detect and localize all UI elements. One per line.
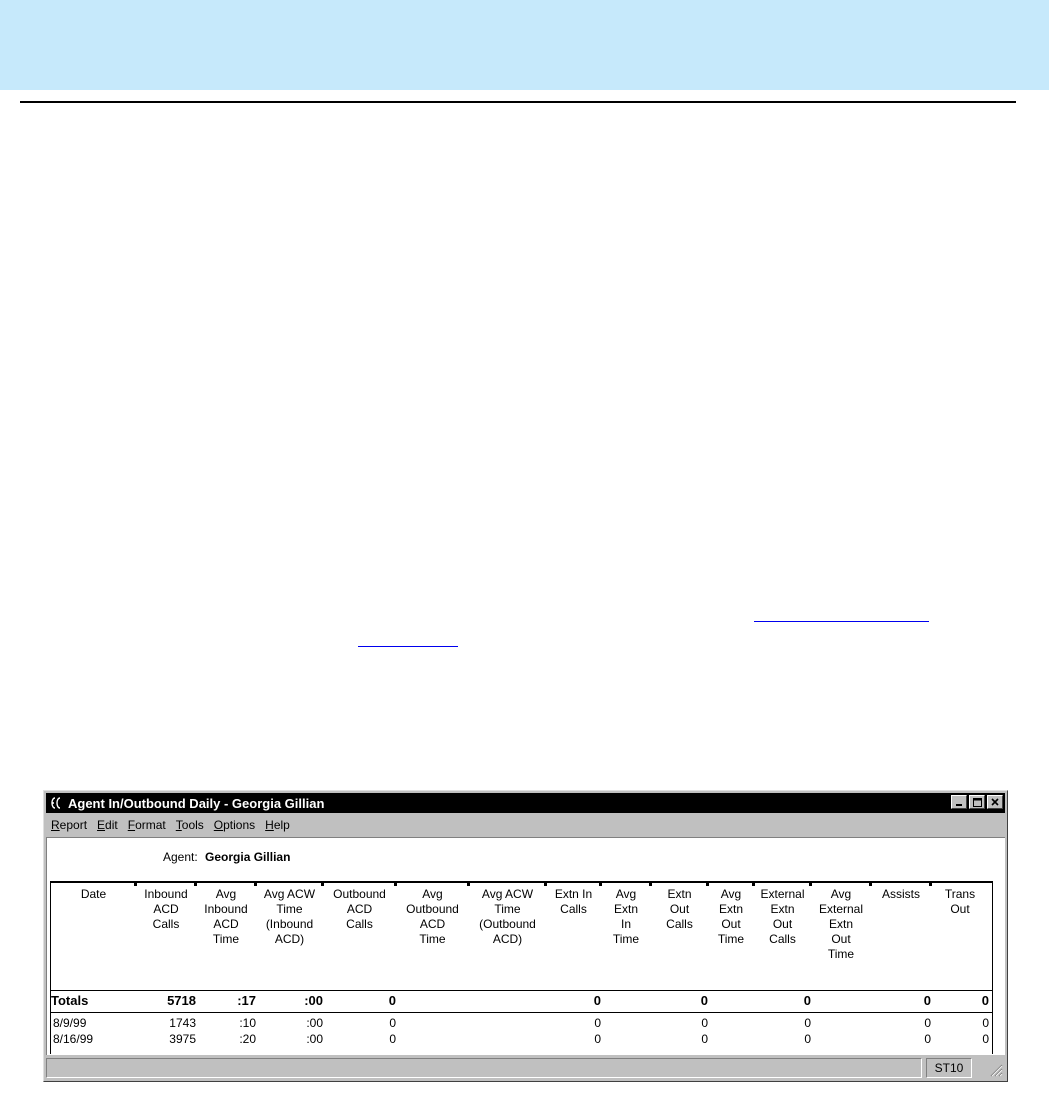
totals-extn-out-calls: 0: [700, 993, 708, 1008]
resize-grip-icon[interactable]: [987, 1061, 1003, 1077]
totals-outbound-acd-calls: 0: [388, 993, 396, 1008]
column-header-line: Inbound: [204, 902, 248, 916]
cell-outbound-acd-calls: 0: [389, 1016, 396, 1030]
column-header-line: Calls: [152, 917, 180, 931]
column-header-line: Out: [772, 917, 793, 931]
column-header[interactable]: [754, 887, 811, 947]
window-titlebar[interactable]: [46, 793, 1005, 813]
column-header-line: ACD): [274, 932, 305, 946]
agent-name: Georgia Gillian: [205, 850, 291, 864]
minimize-button[interactable]: [951, 795, 967, 809]
column-header-line: Time: [717, 932, 745, 946]
cell-trans-out: 0: [982, 1016, 989, 1030]
totals-extn-in-calls: 0: [593, 993, 601, 1008]
hyperlink-underline-2[interactable]: [358, 646, 458, 647]
column-header-line: Calls: [666, 917, 693, 931]
column-header[interactable]: [651, 887, 708, 932]
totals-separator: [51, 1012, 992, 1013]
column-header[interactable]: [871, 887, 931, 902]
column-header-line: Outbound: [406, 902, 459, 916]
totals-avg-acw-inbound: :00: [304, 993, 323, 1008]
totals-row: [51, 993, 992, 1009]
report-grid: [50, 881, 993, 1054]
cell-date: 8/9/99: [53, 1016, 87, 1030]
menu-edit[interactable]: Edit: [97, 818, 118, 832]
status-code-pane: ST10: [926, 1058, 972, 1078]
cell-extn-out-calls: 0: [701, 1032, 708, 1046]
column-header-line: Avg: [830, 887, 852, 901]
app-logo-icon[interactable]: [48, 795, 66, 811]
column-header[interactable]: [708, 887, 754, 947]
column-resize-handle[interactable]: [809, 881, 812, 886]
report-window: [43, 790, 1008, 1082]
column-header-line: Out: [831, 932, 851, 946]
column-header[interactable]: [601, 887, 651, 947]
cell-extn-in-calls: 0: [594, 1032, 601, 1046]
column-header-line: ACD: [419, 917, 446, 931]
agent-label: Agent:: [163, 850, 198, 864]
report-area: [46, 837, 1005, 1055]
column-header-line: Time: [276, 902, 303, 916]
column-resize-handle[interactable]: [321, 881, 324, 886]
column-header[interactable]: [469, 887, 546, 947]
column-header-line: Extn: [828, 917, 853, 931]
menu-report[interactable]: Report: [51, 818, 88, 832]
column-header-line: Extn: [613, 902, 638, 916]
column-header[interactable]: [396, 887, 469, 947]
column-header[interactable]: [51, 887, 136, 902]
cell-avg-acw-inbound: :00: [306, 1016, 323, 1030]
header-rule: [20, 101, 1016, 103]
column-header-line: Extn In: [554, 887, 593, 901]
column-resize-handle[interactable]: [869, 881, 872, 886]
window-title: Agent In/Outbound Daily - Georgia Gillian: [68, 795, 325, 811]
column-header-line: Avg: [215, 887, 237, 901]
column-resize-handle[interactable]: [394, 881, 397, 886]
column-header-line: Time: [494, 902, 521, 916]
minimize-icon: [955, 798, 963, 806]
column-header-line: ACD: [153, 902, 179, 916]
column-header-line: ACD: [213, 917, 239, 931]
close-button[interactable]: [987, 795, 1003, 809]
column-header-line: Extn: [770, 902, 795, 916]
cell-avg-inbound-acd-time: :20: [239, 1032, 256, 1046]
column-resize-handle[interactable]: [929, 881, 932, 886]
cell-outbound-acd-calls: 0: [389, 1032, 396, 1046]
column-header-line: Avg ACW: [481, 887, 534, 901]
menu-help[interactable]: Help: [265, 818, 290, 832]
cell-avg-inbound-acd-time: :10: [239, 1016, 256, 1030]
column-header-line: External: [818, 902, 864, 916]
cell-external-extn-out-calls: 0: [804, 1032, 811, 1046]
column-header-line: In: [620, 917, 631, 931]
cell-extn-in-calls: 0: [594, 1016, 601, 1030]
column-resize-handle[interactable]: [599, 881, 602, 886]
totals-trans-out: 0: [981, 993, 989, 1008]
column-header-line: Outbound: [333, 887, 386, 901]
column-header-line: Extn: [667, 887, 692, 901]
totals-external-extn-out-calls: 0: [803, 993, 811, 1008]
column-header[interactable]: [931, 887, 989, 917]
column-resize-handle[interactable]: [544, 881, 547, 886]
totals-label: Totals: [51, 993, 89, 1008]
column-resize-handle[interactable]: [134, 881, 137, 886]
totals-avg-inbound-acd-time: :17: [237, 993, 256, 1008]
column-header[interactable]: [256, 887, 323, 947]
column-header-line: Time: [612, 932, 640, 946]
column-resize-handle[interactable]: [752, 881, 755, 886]
menu-options[interactable]: Options: [213, 818, 256, 832]
header-separator: [51, 990, 992, 991]
maximize-icon: [973, 798, 982, 807]
menu-format[interactable]: Format: [127, 818, 166, 832]
column-header-line: Time: [419, 932, 446, 946]
column-header-line: Calls: [769, 932, 796, 946]
column-header-line: Avg ACW: [263, 887, 316, 901]
cell-trans-out: 0: [982, 1032, 989, 1046]
column-header-line: Calls: [560, 902, 587, 916]
column-resize-handle[interactable]: [467, 881, 470, 886]
status-message-pane: [46, 1058, 922, 1078]
column-header[interactable]: [546, 887, 601, 917]
column-header[interactable]: [323, 887, 396, 932]
column-header-line: Avg: [615, 887, 637, 901]
cell-assists: 0: [924, 1032, 931, 1046]
column-resize-handle[interactable]: [194, 881, 197, 886]
column-header-line: (Inbound: [265, 917, 314, 931]
column-header-line: Avg: [720, 887, 742, 901]
column-header-line: Time: [212, 932, 240, 946]
table-row: [51, 1031, 992, 1047]
column-header[interactable]: [136, 887, 196, 932]
cell-assists: 0: [924, 1016, 931, 1030]
cell-inbound-acd-calls: 3975: [169, 1032, 196, 1046]
column-header-line: Date: [80, 887, 107, 901]
column-header-line: Out: [950, 902, 970, 916]
totals-assists: 0: [923, 993, 931, 1008]
cell-external-extn-out-calls: 0: [804, 1016, 811, 1030]
close-icon: [991, 798, 999, 806]
cell-extn-out-calls: 0: [701, 1016, 708, 1030]
column-header-line: External: [760, 887, 805, 901]
cell-avg-acw-inbound: :00: [306, 1032, 323, 1046]
column-header-line: Trans: [944, 887, 976, 901]
column-header-line: Time: [827, 947, 855, 961]
menu-bar: [46, 814, 1005, 836]
column-header[interactable]: [811, 887, 871, 962]
table-row: [51, 1015, 992, 1031]
column-resize-handle[interactable]: [254, 881, 257, 886]
totals-inbound-acd-calls: 5718: [167, 993, 196, 1008]
column-header-line: Extn: [718, 902, 743, 916]
menu-tools[interactable]: Tools: [175, 818, 204, 832]
page-header-band: [0, 0, 1049, 90]
column-header-line: Out: [721, 917, 741, 931]
column-header-line: (Outbound: [479, 917, 536, 931]
column-header-line: Avg: [422, 887, 443, 901]
column-header-line: ACD: [346, 902, 373, 916]
column-header-line: Calls: [346, 917, 373, 931]
cell-date: 8/16/99: [53, 1032, 94, 1046]
column-header-line: Assists: [881, 887, 920, 901]
status-bar: [46, 1057, 1005, 1079]
hyperlink-underline-1[interactable]: [754, 621, 929, 622]
agent-line: [163, 850, 290, 864]
column-header-line: Out: [669, 902, 690, 916]
column-header[interactable]: [196, 887, 256, 947]
column-header-line: ACD): [492, 932, 523, 946]
column-header-line: Inbound: [144, 887, 188, 901]
column-resize-handle[interactable]: [649, 881, 652, 886]
column-resize-handle[interactable]: [706, 881, 709, 886]
cell-inbound-acd-calls: 1743: [169, 1016, 196, 1030]
maximize-button[interactable]: [969, 795, 985, 809]
